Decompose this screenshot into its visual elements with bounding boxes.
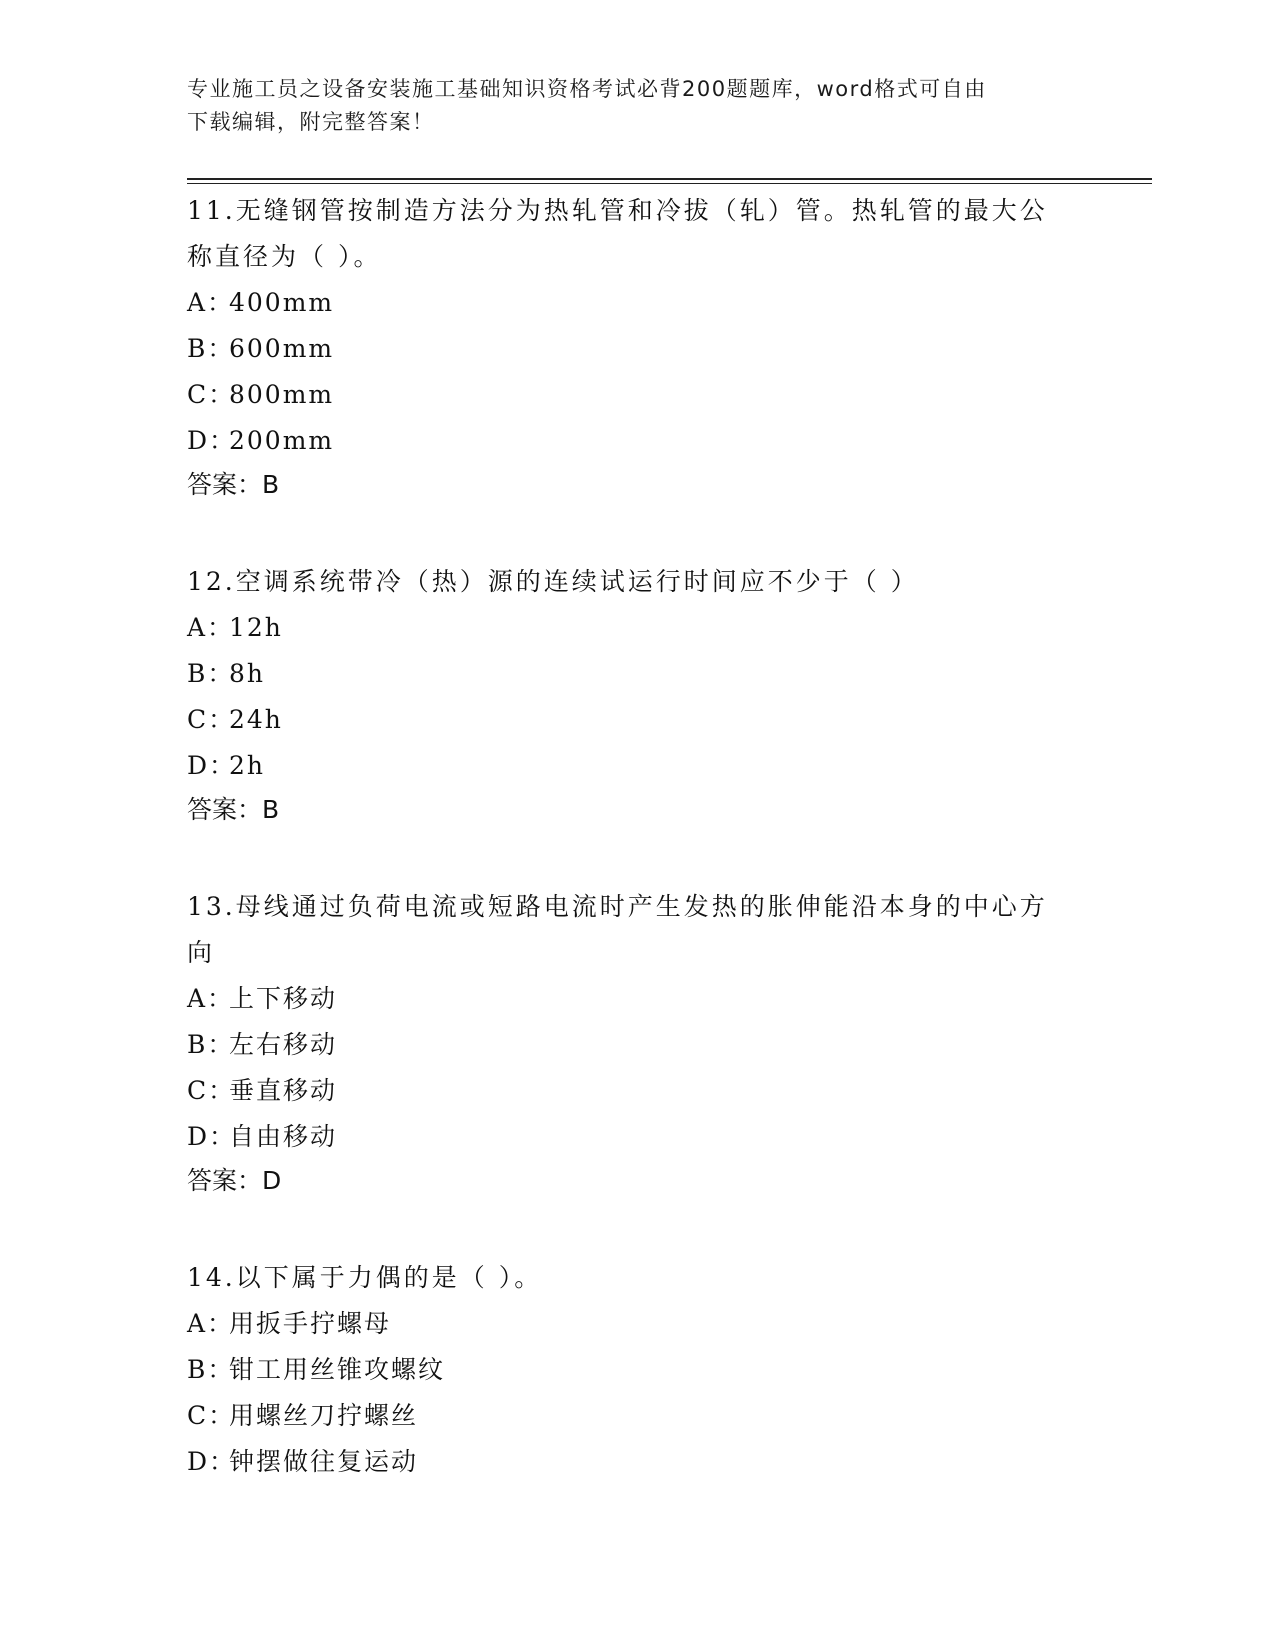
option-text: 左右移动: [229, 1030, 338, 1059]
option-c: [187, 372, 1087, 418]
option-letter: B：: [187, 1355, 235, 1384]
option-text: 600mm: [229, 334, 335, 363]
option-b: [187, 651, 1087, 697]
option-letter: B：: [187, 334, 235, 363]
option-text: 200mm: [229, 426, 335, 455]
option-letter: D：: [187, 751, 237, 780]
question-text-line-1: 14.以下属于力偶的是（ ）。: [187, 1263, 543, 1292]
option-letter: D：: [187, 1122, 237, 1151]
option-letter: D：: [187, 1447, 237, 1476]
option-letter: C：: [187, 380, 236, 409]
option-text: 垂直移动: [229, 1076, 338, 1105]
option-c: [187, 1068, 1087, 1114]
option-text: 800mm: [229, 380, 335, 409]
question-14: [187, 1255, 1087, 1485]
header-divider-thin: [187, 183, 1152, 184]
option-a: [187, 1301, 1087, 1347]
option-text: 12h: [229, 613, 283, 642]
option-letter: C：: [187, 1401, 236, 1430]
answer-line: 答案：B: [187, 795, 280, 824]
option-letter: D：: [187, 426, 237, 455]
option-text: 自由移动: [229, 1122, 338, 1151]
option-d: [187, 1439, 1087, 1485]
answer-line: 答案：B: [187, 470, 280, 499]
option-text: 钳工用丝锥攻螺纹: [229, 1355, 446, 1384]
option-letter: C：: [187, 705, 236, 734]
option-b: [187, 326, 1087, 372]
question-text-line-2: 向: [187, 938, 216, 967]
header-line-2: 下载编辑，附完整答案！: [187, 110, 435, 134]
question-11: [187, 188, 1087, 506]
option-letter: C：: [187, 1076, 236, 1105]
option-letter: A：: [187, 984, 235, 1013]
question-text-line-1: 13.母线通过负荷电流或短路电流时产生发热的胀伸能沿本身的中心方: [187, 892, 1048, 921]
option-text: 24h: [229, 705, 283, 734]
question-13: [187, 884, 1087, 1202]
option-c: [187, 697, 1087, 743]
option-letter: A：: [187, 1309, 235, 1338]
option-text: 8h: [229, 659, 266, 688]
option-b: [187, 1347, 1087, 1393]
option-c: [187, 1393, 1087, 1439]
header-line-1: 专业施工员之设备安装施工基础知识资格考试必背200题题库，word格式可自由: [187, 77, 987, 101]
option-letter: B：: [187, 1030, 235, 1059]
option-d: [187, 743, 1087, 789]
option-d: [187, 1114, 1087, 1160]
option-a: [187, 976, 1087, 1022]
answer-line: 答案：D: [187, 1166, 282, 1195]
question-12: [187, 559, 1087, 831]
option-text: 400mm: [229, 288, 335, 317]
question-text-line-1: 11.无缝钢管按制造方法分为热轧管和冷拔（轧）管。热轧管的最大公: [187, 196, 1048, 225]
header-divider-thick: [187, 178, 1152, 180]
option-letter: A：: [187, 288, 235, 317]
option-b: [187, 1022, 1087, 1068]
question-text-line-1: 12.空调系统带冷（热）源的连续试运行时间应不少于（ ）: [187, 567, 919, 596]
option-text: 用螺丝刀拧螺丝: [229, 1401, 419, 1430]
option-text: 钟摆做往复运动: [229, 1447, 419, 1476]
option-letter: A：: [187, 613, 235, 642]
option-d: [187, 418, 1087, 464]
question-text-line-2: 称直径为（ ）。: [187, 242, 382, 271]
option-text: 2h: [229, 751, 266, 780]
document-header: [187, 73, 1067, 139]
option-letter: B：: [187, 659, 235, 688]
option-a: [187, 605, 1087, 651]
option-text: 上下移动: [229, 984, 338, 1013]
question-list: [187, 188, 1087, 1485]
option-text: 用扳手拧螺母: [229, 1309, 392, 1338]
option-a: [187, 280, 1087, 326]
